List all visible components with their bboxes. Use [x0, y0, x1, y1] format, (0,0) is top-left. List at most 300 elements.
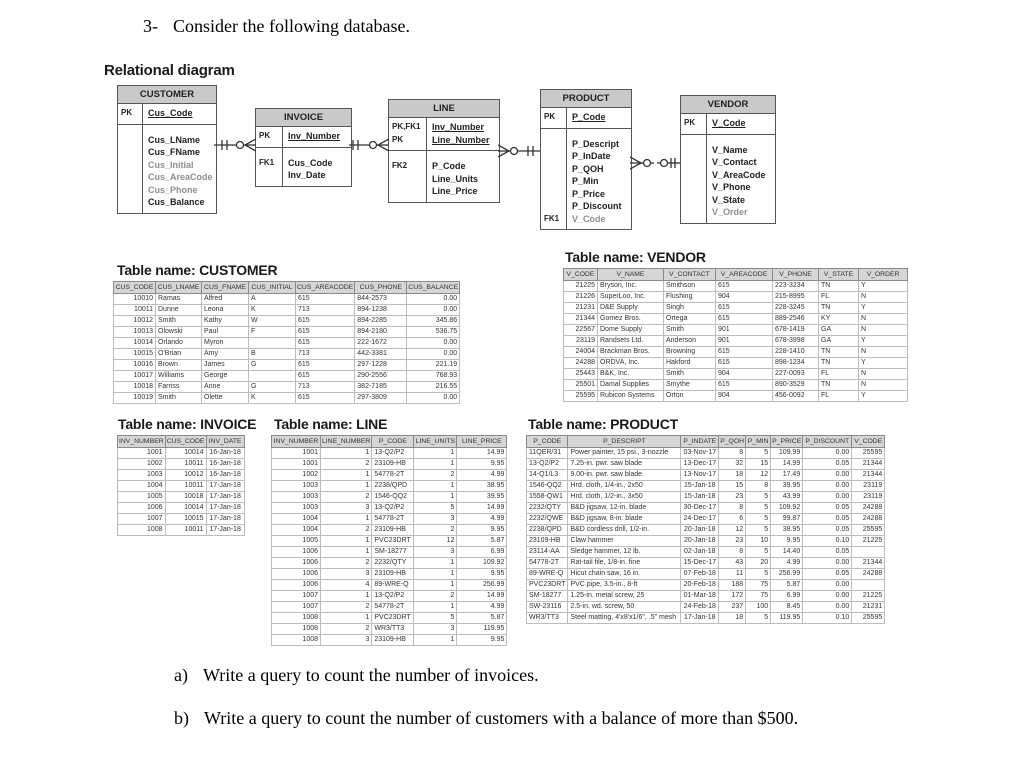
- table-row: [527, 503, 885, 514]
- table-cell: 615: [296, 327, 355, 338]
- table-cell: TN: [819, 358, 859, 369]
- attribute-name: P_Descript: [572, 138, 620, 149]
- table-cell: 894-2285: [355, 316, 407, 327]
- table-cell: 8: [719, 547, 746, 558]
- table-cell: Ortega: [664, 314, 716, 325]
- column-header: CUS_AREACODE: [296, 282, 355, 294]
- attribute-name: Cus_AreaCode: [148, 172, 213, 182]
- table-cell: 2: [321, 624, 372, 635]
- table-row: [272, 558, 507, 569]
- table-cell: 21344: [852, 558, 885, 569]
- table-cell: 5: [746, 514, 771, 525]
- table-cell: 8: [746, 481, 771, 492]
- table-cell: 904: [716, 369, 773, 380]
- table-row: [272, 602, 507, 613]
- table-cell: 228-3245: [773, 303, 819, 314]
- entity-attribute-row: [541, 175, 631, 188]
- entity-section: [681, 114, 775, 134]
- table-cell: 12: [746, 470, 771, 481]
- table-cell: 43.99: [771, 492, 803, 503]
- table-cell: 889-2546: [773, 314, 819, 325]
- table-cell: 0.00: [803, 591, 852, 602]
- table-cell: Anne: [202, 382, 249, 393]
- table-cell: 1: [414, 569, 457, 580]
- table-cell: 20-Jan-18: [681, 536, 719, 547]
- table-cell: 21344: [564, 314, 598, 325]
- entity-section: [541, 108, 631, 128]
- table-cell: 2: [321, 558, 372, 569]
- exercise-title: [143, 16, 410, 37]
- table-cell: 15-Jan-18: [681, 481, 719, 492]
- table-cell: PVC23DRT: [372, 613, 414, 624]
- table-row: [114, 327, 460, 338]
- table-cell: 615: [716, 281, 773, 292]
- table-cell: 9.95: [457, 459, 507, 470]
- attribute-name: P_QOH: [572, 163, 604, 174]
- table-cell: FL: [819, 391, 859, 402]
- attribute-name: Cus_Balance: [148, 197, 205, 207]
- attribute-name: P_InDate: [572, 151, 611, 161]
- table-cell: 615: [296, 294, 355, 305]
- table-cell: 10018: [165, 492, 206, 503]
- table-cell: 1: [321, 448, 372, 459]
- table-cell: B: [249, 349, 296, 360]
- table-cell: 89-WRE-Q: [527, 569, 568, 580]
- table-cell: 1558-QW1: [527, 492, 568, 503]
- table-cell: 0.00: [407, 393, 460, 404]
- table-cell: 615: [296, 360, 355, 371]
- table-cell: 1007: [118, 514, 166, 525]
- entity-attribute-row: [389, 173, 499, 186]
- table-cell: 5: [746, 525, 771, 536]
- table-cell: SM-18277: [527, 591, 568, 602]
- table-cell: 678-3998: [773, 336, 819, 347]
- table-cell: Smithson: [664, 281, 716, 292]
- table-cell: Claw hammer: [568, 536, 681, 547]
- entity-name: CUSTOMER: [118, 86, 216, 104]
- table-cell: Orton: [664, 391, 716, 402]
- column-header: INV_DATE: [206, 436, 244, 448]
- table-row: [118, 481, 245, 492]
- column-header: INV_NUMBER: [272, 436, 321, 448]
- table-cell: 10018: [114, 382, 156, 393]
- table-cell: Kathy: [202, 316, 249, 327]
- table-cell: 75: [746, 580, 771, 591]
- table-cell: 23109-HB: [372, 569, 414, 580]
- table-cell: 23109-HB: [527, 536, 568, 547]
- table-cell: 10016: [114, 360, 156, 371]
- table-cell: 1004: [272, 525, 321, 536]
- table-cell: 2232/QTY: [372, 558, 414, 569]
- table-row: [114, 338, 460, 349]
- table-row: [272, 525, 507, 536]
- table-cell: 23119: [852, 481, 885, 492]
- key-tag: PK,FK1: [392, 122, 421, 131]
- table-cell: 1008: [272, 635, 321, 646]
- attribute-name: Cus_FName: [148, 147, 201, 157]
- table-cell: 0.00: [407, 338, 460, 349]
- table-cell: 25595: [564, 391, 598, 402]
- entity-section: [118, 104, 216, 124]
- key-tag: [681, 156, 706, 169]
- key-tag: [389, 185, 426, 198]
- table-cell: 8: [719, 503, 746, 514]
- table-cell: 297-1228: [355, 360, 407, 371]
- table-cell: 38.95: [771, 525, 803, 536]
- table-cell: 4.99: [457, 602, 507, 613]
- entity-section: [541, 128, 631, 230]
- table-cell: 615: [296, 371, 355, 382]
- question-a-text: Write a query to count the number of invoices.: [202, 665, 539, 685]
- table-cell: 14.99: [457, 503, 507, 514]
- table-cell: FL: [819, 369, 859, 380]
- table-cell: 216.55: [407, 382, 460, 393]
- table-row: [272, 492, 507, 503]
- table-row: [272, 481, 507, 492]
- table-cell: 256.99: [457, 580, 507, 591]
- table-cell: 24004: [564, 347, 598, 358]
- table-cell: 14.99: [457, 591, 507, 602]
- table-cell: Singh: [664, 303, 716, 314]
- attribute-name: V_Contact: [712, 157, 757, 167]
- column-header: P_DISCOUNT: [803, 436, 852, 448]
- entity-attribute-row: [118, 159, 216, 172]
- table-row: [118, 448, 245, 459]
- column-header: P_DESCRIPT: [568, 436, 681, 448]
- table-cell: 215-8995: [773, 292, 819, 303]
- table-cell: 290-2556: [355, 371, 407, 382]
- entity-name: PRODUCT: [541, 90, 631, 108]
- table-cell: 5: [414, 613, 457, 624]
- table-row: [527, 459, 885, 470]
- table-cell: WR3/TT3: [527, 613, 568, 624]
- question-b: [174, 708, 798, 729]
- table-cell: 23119: [852, 492, 885, 503]
- key-tag: PK: [684, 118, 696, 127]
- table-cell: WR3/TT3: [372, 624, 414, 635]
- key-tag: [118, 184, 142, 197]
- table-cell: 14.99: [457, 448, 507, 459]
- table-cell: Olette: [202, 393, 249, 404]
- table-cell: 30-Dec-17: [681, 503, 719, 514]
- table-cell: Smythe: [664, 380, 716, 391]
- table-cell: 15-Dec-17: [681, 558, 719, 569]
- table-cell: 23: [719, 536, 746, 547]
- table-cell: PVC23DRT: [527, 580, 568, 591]
- table-row: [564, 336, 908, 347]
- table-cell: KY: [819, 314, 859, 325]
- entity-attribute-row: [541, 138, 631, 151]
- table-cell: 17-Jan-18: [206, 514, 244, 525]
- exercise-title-text: Consider the following database.: [173, 16, 410, 36]
- entity-attribute-row: [389, 185, 499, 198]
- table-cell: O'Brian: [156, 349, 202, 360]
- table-cell: 615: [716, 347, 773, 358]
- table-cell: 1: [414, 558, 457, 569]
- table-cell: 0.05: [803, 569, 852, 580]
- table-cell: 2: [321, 492, 372, 503]
- table-row: [564, 292, 908, 303]
- table-cell: 8: [719, 448, 746, 459]
- table-row: [527, 492, 885, 503]
- column-header: V_CONTACT: [664, 269, 716, 281]
- table-cell: 4.99: [457, 470, 507, 481]
- table-cell: 1: [321, 536, 372, 547]
- table-cell: Y: [859, 281, 908, 292]
- table-row: [272, 470, 507, 481]
- table-cell: 2238/QPD: [527, 525, 568, 536]
- table-row: [272, 635, 507, 646]
- key-tag: PK: [121, 108, 133, 117]
- table-row: [114, 360, 460, 371]
- entity-name: LINE: [389, 100, 499, 118]
- attribute-name: Cus_Initial: [148, 159, 194, 170]
- table-cell: Farriss: [156, 382, 202, 393]
- table-cell: 1005: [118, 492, 166, 503]
- table-cell: 0.00: [803, 558, 852, 569]
- table-cell: Y: [859, 303, 908, 314]
- table-cell: Smith: [156, 393, 202, 404]
- table-cell: 24-Dec-17: [681, 514, 719, 525]
- table-cell: N: [859, 325, 908, 336]
- table-row: [527, 547, 885, 558]
- attribute-name: V_Phone: [712, 182, 751, 192]
- table-cell: 14.40: [771, 547, 803, 558]
- column-header: CUS_CODE: [165, 436, 206, 448]
- entity-attribute-row: [681, 181, 775, 194]
- table-cell: 5.87: [771, 580, 803, 591]
- table-cell: 0.00: [803, 470, 852, 481]
- table-cell: 615: [296, 316, 355, 327]
- vendor-table-container: [563, 268, 908, 402]
- table-row: [118, 525, 245, 536]
- table-cell: 20: [746, 558, 771, 569]
- table-cell: 456-0092: [773, 391, 819, 402]
- table-cell: 1007: [272, 591, 321, 602]
- key-tag: FK1: [259, 157, 275, 167]
- table-cell: 1546-QQ2: [527, 481, 568, 492]
- table-cell: 0.10: [803, 536, 852, 547]
- table-row: [118, 503, 245, 514]
- table-cell: 345.86: [407, 316, 460, 327]
- table-cell: 1002: [272, 470, 321, 481]
- table-cell: Randsets Ltd.: [598, 336, 664, 347]
- key-tag: FK1: [544, 213, 560, 223]
- table-cell: N: [859, 292, 908, 303]
- table-cell: 10014: [114, 338, 156, 349]
- table-cell: 2: [321, 525, 372, 536]
- table-cell: 1006: [272, 558, 321, 569]
- table-row: [564, 281, 908, 292]
- key-tag: PK: [544, 112, 556, 121]
- table-cell: 0.00: [407, 294, 460, 305]
- entity-attribute-row: [681, 194, 775, 207]
- column-header: V_CODE: [564, 269, 598, 281]
- entity-attribute-row: [541, 188, 631, 201]
- table-cell: 2: [321, 459, 372, 470]
- entity-attribute-row: [256, 157, 351, 170]
- table-cell: 615: [716, 314, 773, 325]
- table-cell: 5: [746, 547, 771, 558]
- table-row: [118, 492, 245, 503]
- table-cell: 109.99: [771, 448, 803, 459]
- attribute-name: Line_Price: [432, 186, 478, 196]
- table-cell: 890-3529: [773, 380, 819, 391]
- table-cell: 39.95: [457, 492, 507, 503]
- table-cell: 1001: [118, 448, 166, 459]
- table-cell: 678-1419: [773, 325, 819, 336]
- table-cell: PVC pipe, 3.5-in., 8-ft: [568, 580, 681, 591]
- table-row: [564, 303, 908, 314]
- table-cell: 1: [321, 613, 372, 624]
- table-cell: Steel matting, 4'x8'x1/6", .5" mesh: [568, 613, 681, 624]
- table-cell: [852, 547, 885, 558]
- table-cell: 21225: [852, 536, 885, 547]
- table-cell: 15: [746, 459, 771, 470]
- column-header: P_CODE: [527, 436, 568, 448]
- table-row: [527, 613, 885, 624]
- product-table-container: [526, 435, 885, 624]
- table-cell: 615: [716, 303, 773, 314]
- table-cell: Hrd. cloth, 1/2-in., 3x50: [568, 492, 681, 503]
- table-cell: 5.87: [457, 613, 507, 624]
- table-cell: 382-7185: [355, 382, 407, 393]
- entity-attribute-row: [681, 117, 775, 130]
- table-cell: 1008: [272, 624, 321, 635]
- table-cell: 13-Q2/P2: [372, 591, 414, 602]
- table-cell: 0.00: [803, 580, 852, 591]
- table-cell: B&D jigsaw, 12-in. blade: [568, 503, 681, 514]
- table-cell: 21344: [852, 470, 885, 481]
- table-cell: 442-3381: [355, 349, 407, 360]
- table-cell: 713: [296, 382, 355, 393]
- entity-section: [389, 118, 499, 150]
- column-header: CUS_CODE: [114, 282, 156, 294]
- table-cell: Hrd. cloth, 1/4-in., 2x50: [568, 481, 681, 492]
- table-cell: 10011: [165, 459, 206, 470]
- table-cell: 89-WRE-Q: [372, 580, 414, 591]
- table-row: [564, 391, 908, 402]
- table-row: [564, 314, 908, 325]
- table-cell: 14.99: [771, 459, 803, 470]
- table-cell: N: [859, 369, 908, 380]
- table-cell: 1007: [272, 602, 321, 613]
- table-row: [272, 569, 507, 580]
- table-cell: 3: [321, 569, 372, 580]
- attribute-name: Cus_Code: [148, 108, 193, 118]
- table-cell: 24-Feb-18: [681, 602, 719, 613]
- vendor-table: [563, 268, 908, 402]
- table-cell: 10011: [165, 525, 206, 536]
- entity-attribute-row: [118, 146, 216, 159]
- table-cell: 9.95: [457, 569, 507, 580]
- table-cell: 54778-2T: [372, 602, 414, 613]
- table-cell: 22567: [564, 325, 598, 336]
- entity-section: [389, 150, 499, 202]
- table-cell: 54778-2T: [372, 470, 414, 481]
- relationship-vendor-product: [630, 155, 680, 171]
- column-header: V_NAME: [598, 269, 664, 281]
- column-header: INV_NUMBER: [118, 436, 166, 448]
- table-cell: SM-18277: [372, 547, 414, 558]
- table-cell: Leona: [202, 305, 249, 316]
- table-cell: 1008: [272, 613, 321, 624]
- entity-vendor: [680, 95, 776, 224]
- table-row: [564, 369, 908, 380]
- entity-section: [256, 147, 351, 186]
- table-cell: 15: [719, 481, 746, 492]
- table-cell: 4: [321, 580, 372, 591]
- table-cell: Flushing: [664, 292, 716, 303]
- key-tag: [118, 146, 142, 159]
- column-header: P_MIN: [746, 436, 771, 448]
- table-cell: Rat-tail file, 1/8-in. fine: [568, 558, 681, 569]
- table-cell: 297-3809: [355, 393, 407, 404]
- table-cell: 02-Jan-18: [681, 547, 719, 558]
- table-cell: 99.87: [771, 514, 803, 525]
- table-row: [564, 347, 908, 358]
- table-cell: 1003: [272, 503, 321, 514]
- entity-attribute-row: [118, 184, 216, 197]
- table-cell: 17-Jan-18: [681, 613, 719, 624]
- table-cell: 10013: [114, 327, 156, 338]
- table-cell: 10011: [165, 481, 206, 492]
- table-cell: Smith: [664, 325, 716, 336]
- column-header: LINE_NUMBER: [321, 436, 372, 448]
- customer-table-heading: Table name: CUSTOMER: [117, 262, 278, 278]
- entity-section: [256, 127, 351, 147]
- table-row: [527, 591, 885, 602]
- table-cell: 237: [719, 602, 746, 613]
- table-cell: TN: [819, 281, 859, 292]
- table-cell: 13-Nov-17: [681, 470, 719, 481]
- table-cell: 109.92: [457, 558, 507, 569]
- table-row: [118, 514, 245, 525]
- table-cell: N: [859, 347, 908, 358]
- entity-attribute-row: [389, 134, 499, 147]
- table-cell: 119.95: [457, 624, 507, 635]
- table-row: [527, 470, 885, 481]
- column-header: P_CODE: [372, 436, 414, 448]
- table-row: [527, 514, 885, 525]
- table-cell: 4.99: [771, 558, 803, 569]
- table-cell: 24288: [852, 569, 885, 580]
- table-cell: 10014: [165, 448, 206, 459]
- table-cell: 901: [716, 336, 773, 347]
- table-cell: 20-Feb-18: [681, 580, 719, 591]
- table-cell: B&K, Inc.: [598, 369, 664, 380]
- table-cell: 894-2180: [355, 327, 407, 338]
- table-cell: B&D jigsaw, 8-in. blade: [568, 514, 681, 525]
- table-cell: 54778-2T: [527, 558, 568, 569]
- table-cell: 01-Mar-18: [681, 591, 719, 602]
- attribute-name: Inv_Number: [288, 131, 341, 141]
- entity-line: [388, 99, 500, 203]
- table-cell: Sledge hammer, 12 lb.: [568, 547, 681, 558]
- table-cell: Power painter, 15 psi., 3-nozzle: [568, 448, 681, 459]
- attribute-name: Line_Number: [432, 134, 490, 145]
- key-tag: [541, 175, 566, 188]
- table-cell: 0.05: [803, 547, 852, 558]
- entity-attribute-row: [389, 160, 499, 173]
- table-cell: Anderson: [664, 336, 716, 347]
- table-row: [527, 558, 885, 569]
- table-row: [272, 547, 507, 558]
- entity-section: [681, 134, 775, 223]
- table-cell: 615: [296, 393, 355, 404]
- table-cell: 1: [414, 459, 457, 470]
- key-tag: [541, 188, 566, 201]
